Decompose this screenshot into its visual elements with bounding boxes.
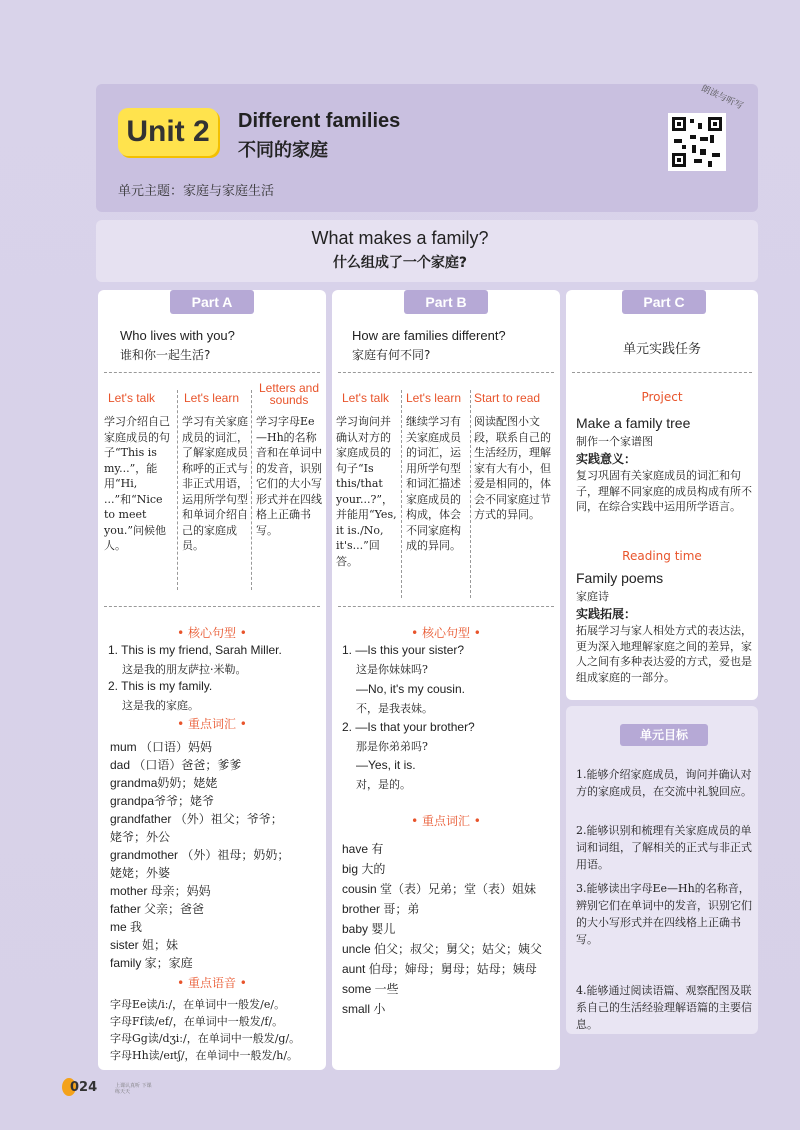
goal-item: 2.能够识别和梳理有关家庭成员的单词和词组，了解相关的正式与非正式用语。: [576, 824, 752, 871]
column-divider: [470, 390, 471, 598]
part-a-question-en: Who lives with you?: [120, 328, 235, 343]
part-a-core-head: • 核心句型 •: [177, 626, 247, 640]
part-b-col-body: 阅读配图小文段，联系自己的生活经历，理解家有大有小，但爱是相同的，体会不同家庭过节方式的异同。: [474, 415, 551, 521]
part-b-question-cn: 家庭有何不同?: [352, 348, 431, 362]
part-b-col-head: Start to read: [474, 391, 541, 405]
vocab-item: dad （口语）爸爸；爹爹: [110, 758, 242, 772]
vocab-item: aunt 伯母；婶母；舅母；姑母；姨母: [342, 962, 537, 976]
vocab-item: 姥姥；外婆: [110, 866, 171, 880]
reading-body: 拓展学习与家人相处方式的表达法，更为深入地理解家庭之间的差异，家人之间有多种表达爱的方式，爱也是组成家庭的一部分。: [576, 624, 752, 684]
part-b-col-head: Let's talk: [342, 391, 389, 405]
vocab-item: uncle 伯父；叔父；舅父；姑父；姨父: [342, 942, 543, 956]
reading-title-cn: 家庭诗: [576, 590, 609, 603]
sound-item: 字母Ff读/ef/，在单词中一般发/f/。: [110, 1015, 284, 1028]
vocab-item: father 父亲；爸爸: [110, 902, 205, 916]
unit-title-cn: 不同的家庭: [238, 140, 328, 161]
column-divider: [177, 390, 178, 590]
core-sentence: —No, it's my cousin.: [356, 682, 465, 696]
core-sentence: 2. This is my family.: [108, 679, 213, 693]
qr-label: 朗读与听写: [699, 83, 745, 112]
sound-item: 字母Ee读/iː/，在单词中一般发/e/。: [110, 998, 286, 1011]
vocab-item: cousin 堂（表）兄弟；堂（表）姐妹: [342, 882, 537, 896]
unit-title-en: Different families: [238, 110, 401, 132]
vocab-item: grandfather （外）祖父；爷爷；: [110, 812, 283, 826]
divider: [104, 606, 320, 607]
divider: [338, 606, 554, 607]
vocab-item: family 家；家庭: [110, 956, 193, 970]
part-a-col-body: 学习有关家庭成员的词汇，了解家庭成员称呼的正式与非正式用语，运用所学句型和单词介绍自己的家庭成员。: [182, 415, 248, 552]
part-c-tab: Part C: [622, 290, 706, 314]
goal-item: 3.能够读出字母Ee—Hh的名称音，辨别它们在单词中的发音，识别它们的大小写形式并在四线格上正确书写。: [576, 882, 752, 946]
part-a-tab: Part A: [170, 290, 254, 314]
vocab-item: grandmother （外）祖母；奶奶；: [110, 848, 290, 862]
vocab-item: grandpa爷爷；姥爷: [110, 794, 215, 808]
core-sentence-cn: 不，是我表妹。: [356, 702, 433, 715]
part-a-col-body: 学习字母Ee—Hh的名称音和在单词中的发音，识别它们的大小写形式并在四线格上正确书写。: [256, 415, 322, 537]
vocab-item: grandma奶奶；姥姥: [110, 776, 218, 790]
part-b-col-body: 继续学习有关家庭成员的词汇，运用所学句型和词汇描述家庭成员的构成，体会不同家庭构成的异同。: [406, 415, 461, 552]
part-a-vocab-head: • 重点词汇 •: [177, 717, 247, 731]
core-sentence: —Yes, it is.: [356, 758, 416, 772]
sound-item: 字母Gg读/dʒiː/，在单词中一般发/g/。: [110, 1032, 301, 1045]
vocab-item: sister 姐；妹: [110, 938, 179, 952]
part-a-col-head: Letters and sounds: [258, 381, 320, 407]
vocab-item: mum （口语）妈妈: [110, 740, 213, 754]
vocab-item: mother 母亲；妈妈: [110, 884, 211, 898]
column-divider: [401, 390, 402, 598]
vocab-item: brother 哥；弟: [342, 902, 420, 916]
core-sentence-cn: 这是你妹妹吗?: [356, 663, 428, 676]
part-c-title: 单元实践任务: [622, 342, 701, 357]
footer-note: 上课认真听 下课练天天: [115, 1083, 152, 1095]
goal-item: 4.能够通过阅读语篇、观察配图及联系自己的生活经验理解语篇的主要信息。: [576, 984, 752, 1031]
goals-tab: 单元目标: [620, 724, 708, 746]
part-b-col-head: Let's learn: [406, 391, 461, 405]
part-a-col-head: Let's learn: [184, 391, 239, 405]
divider: [338, 372, 554, 373]
core-sentence-cn: 对，是的。: [356, 778, 411, 791]
vocab-item: have 有: [342, 842, 384, 856]
vocab-item: me 我: [110, 920, 143, 934]
core-sentence: 1. —Is this your sister?: [342, 643, 465, 657]
vocab-item: 姥爷；外公: [110, 830, 171, 844]
unit-badge: [118, 108, 218, 156]
core-sentence-cn: 那是你弟弟吗?: [356, 740, 428, 753]
core-sentence: 2. —Is that your brother?: [342, 720, 475, 734]
core-sentence-cn: 这是我的家庭。: [122, 699, 199, 712]
part-b-tab: Part B: [404, 290, 488, 314]
core-sentence: 1. This is my friend, Sarah Miller.: [108, 643, 282, 657]
reading-subhead: 实践拓展：: [576, 607, 637, 621]
project-body: 复习巩固有关家庭成员的词汇和句子，理解不同家庭的成员构成有所不同，在综合实践中运用所学语言。: [576, 469, 752, 513]
question-en: What makes a family?: [311, 228, 489, 248]
question-cn: 什么组成了一个家庭?: [332, 255, 468, 271]
page-number: 024: [70, 1080, 98, 1095]
project-subhead: 实践意义：: [576, 452, 637, 466]
part-b-vocab-head: • 重点词汇 •: [411, 814, 481, 828]
part-a-col-body: 学习介绍自己家庭成员的句子“This is my...”，能用“Hi, ...”和“Nice to meet you.”问候他人。: [104, 415, 170, 552]
vocab-item: big 大的: [342, 862, 386, 876]
sound-item: 字母Hh读/eɪtʃ/，在单词中一般发/h/。: [110, 1049, 299, 1062]
core-sentence-cn: 这是我的朋友萨拉·米勒。: [122, 663, 247, 676]
divider: [572, 372, 752, 373]
part-b-question-en: How are families different?: [352, 328, 506, 343]
vocab-item: baby 婴儿: [342, 922, 396, 936]
part-a-question-cn: 谁和你一起生活?: [120, 348, 211, 362]
part-b-col-body: 学习询问并确认对方的家庭成员的句子“Is this/that your...?”，并能用“Yes, it is./No, it's...”回答。: [336, 415, 397, 568]
reading-title-en: Family poems: [576, 570, 664, 586]
goal-item: 1.能够介绍家庭成员，询问并确认对方的家庭成员，在交流中礼貌回应。: [576, 768, 752, 798]
part-a-col-head: Let's talk: [108, 391, 155, 405]
unit-label: Unit 2: [126, 115, 210, 148]
part-a-sound-head: • 重点语音 •: [177, 976, 247, 990]
part-b-core-head: • 核心句型 •: [411, 626, 481, 640]
qr-code-icon[interactable]: [668, 113, 726, 171]
vocab-item: some 一些: [342, 982, 399, 996]
vocab-item: small 小: [342, 1002, 386, 1016]
project-title-en: Make a family tree: [576, 415, 691, 431]
project-head: Project: [641, 390, 683, 404]
divider: [104, 372, 320, 373]
project-title-cn: 制作一个家谱图: [576, 435, 653, 448]
column-divider: [251, 390, 252, 590]
unit-theme: 单元主题：家庭与家庭生活: [118, 184, 275, 199]
reading-head: Reading time: [622, 549, 702, 563]
